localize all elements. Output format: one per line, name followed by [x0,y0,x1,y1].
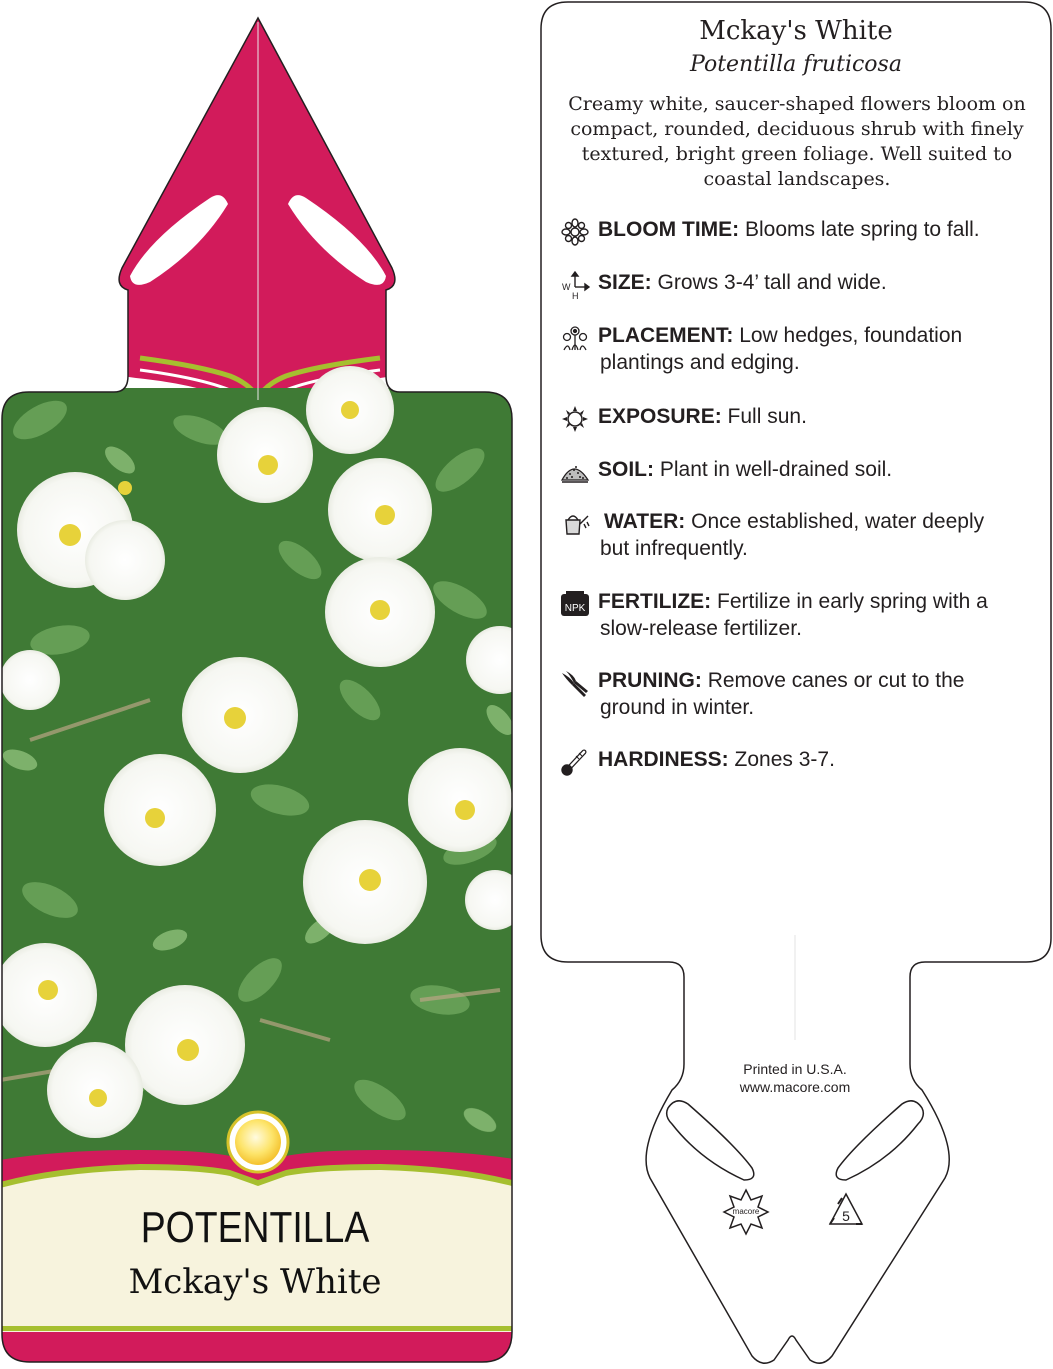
pruning-label: PRUNING: [598,669,702,692]
water-text-cont: but infrequently. [600,537,748,560]
info-soil [560,456,1040,483]
bloom-time-text: Blooms late spring to fall. [745,218,980,241]
fertilize-label: FERTILIZE: [598,590,712,613]
placement-label: PLACEMENT: [598,324,734,347]
pruning-text: Remove canes or cut to the [707,669,965,692]
placement-text: Low hedges, foundation [739,324,963,347]
info-bloom-time [560,216,1040,243]
size-icon-w: W [562,282,571,292]
sun-badge [228,1112,288,1172]
fertilize-text: Fertilize in early spring with a [717,590,988,613]
info-water [560,508,1040,562]
placement-text-cont: plantings and edging. [600,351,800,374]
soil-label: SOIL: [598,458,654,481]
fertilizer-icon [560,590,590,618]
size-arrows-icon [560,271,590,299]
website-text: www.macore.com [739,1079,851,1095]
bloom-time-label: BLOOM TIME: [598,218,740,241]
info-fertilize [560,588,1040,642]
soil-icon [560,458,590,486]
front-genus: POTENTILLA [140,1203,370,1252]
front-cultivar: Mckay's White [128,1262,382,1302]
sun-icon [560,405,590,433]
back-description: Creamy white, saucer-shaped flowers bloom on compact, rounded, deciduous shrub with finely textured, bright green foliage. Well suited to coastal landscapes. [568,93,1026,190]
soil-text: Plant in well-drained soil. [659,458,893,481]
size-icon-h: H [572,291,579,299]
hardiness-text: Zones 3-7. [734,748,835,771]
flower-icon [560,218,590,246]
pruners-icon [560,669,590,697]
size-text: Grows 3-4’ tall and wide. [657,271,887,294]
recycle-number: 5 [842,1208,850,1224]
water-text: Once established, water deeply [691,510,985,533]
exposure-text: Full sun. [727,405,807,428]
fertilize-text-cont: slow-release fertilizer. [600,617,802,640]
info-exposure [560,403,1040,430]
info-placement [560,322,1040,376]
info-pruning [560,667,1040,721]
water-label: WATER: [604,510,686,533]
back-latin-name: Potentilla fruticosa [690,52,902,77]
macore-logo-text: macore [732,1207,760,1216]
plants-icon [560,324,590,352]
flower-photo [0,366,534,1178]
hardiness-label: HARDINESS: [598,748,729,771]
pruning-text-cont: ground in winter. [600,696,755,719]
size-label: SIZE: [598,271,652,294]
printed-info [690,1060,900,1096]
exposure-label: EXPOSURE: [598,405,722,428]
info-hardiness [560,746,1040,773]
info-size [560,269,1040,299]
thermometer-icon [560,748,590,776]
watering-can-icon [560,510,590,538]
printed-in-text: Printed in U.S.A. [743,1061,847,1077]
fertilizer-icon-text: NPK [564,603,586,614]
back-title: Mckay's White [699,16,893,46]
